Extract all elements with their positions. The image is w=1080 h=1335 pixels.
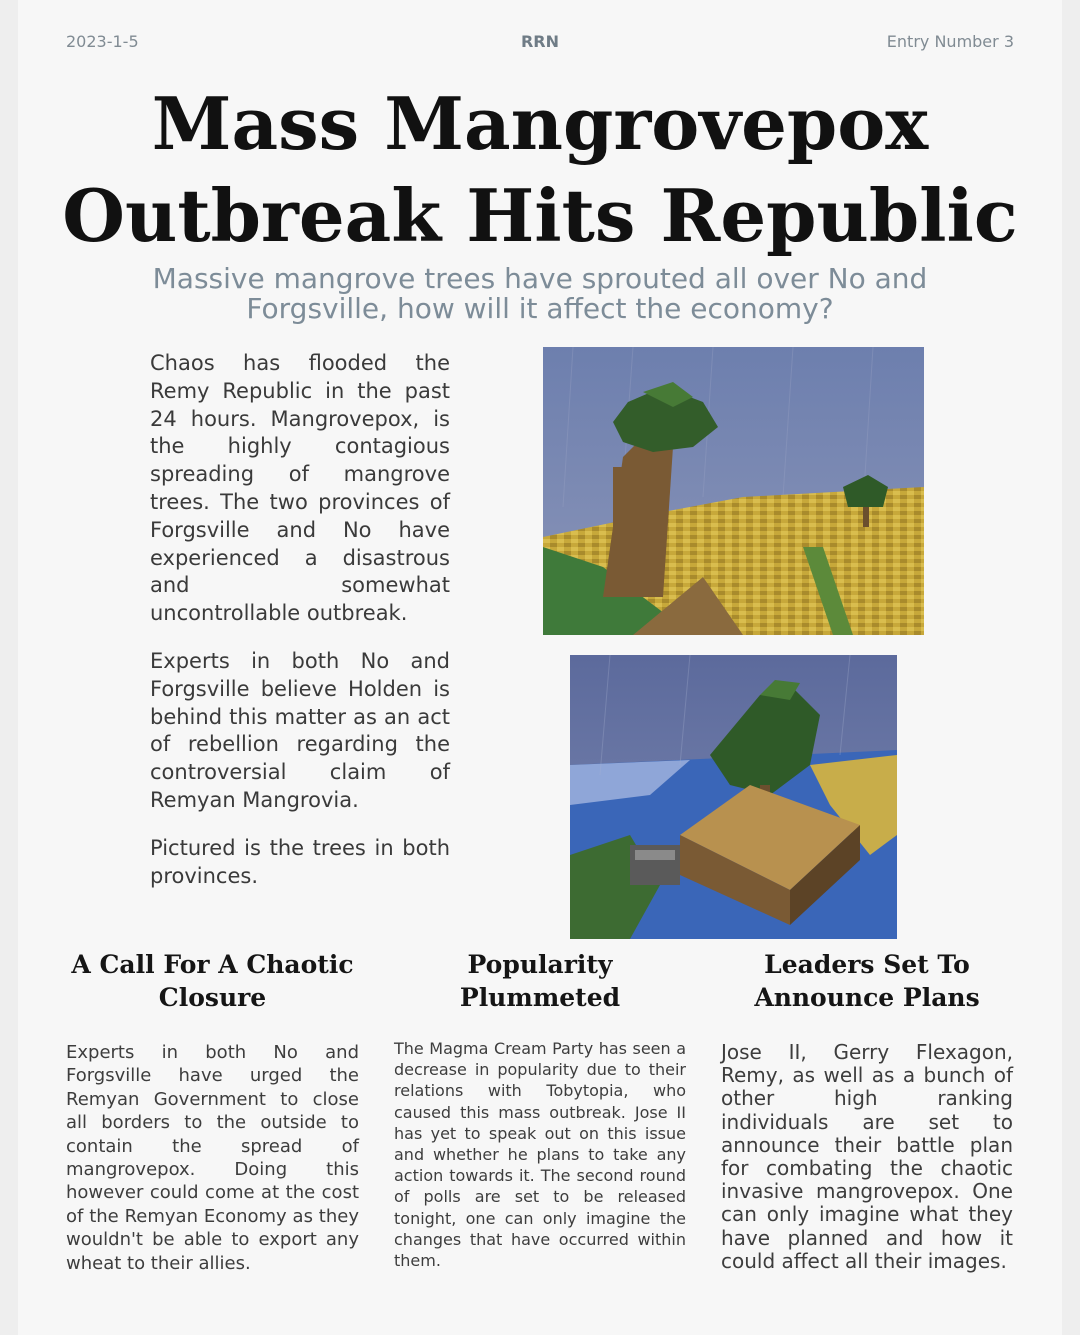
entry-number: Entry Number 3: [886, 32, 1014, 51]
column-body: The Magma Cream Party has seen a decrease in popularity due to their relations with Tobytopia, who caused this mass outbreak. Jose II has yet to speak out on this issue and whether he plans to take any action towards it. The second round of polls are set to be released tonight, one can only imagine the changes that have occurred within them.: [394, 1039, 686, 1271]
house-mangrove-photo: [570, 655, 897, 939]
column-title: Popularity Plummeted: [459, 950, 621, 1012]
headline-line-1: Mass Mangrovepox: [151, 81, 929, 166]
column-title: A Call For A Chaotic Closure: [71, 950, 354, 1012]
column-leaders-announce-plans: [721, 948, 1013, 1273]
lead-paragraph: Pictured is the trees in both provinces.: [150, 835, 450, 888]
issue-date: 2023-1-5: [66, 32, 139, 51]
lead-paragraph: Experts in both No and Forgsville believe Holden is behind this matter as an act of rebellion regarding the controversial claim of Remyan Mangrovia.: [150, 648, 450, 812]
column-body: Experts in both No and Forgsville have urged the Remyan Government to close all borders to the outside to contain the spread of mangrovepox. Doing this however could come at the cost of the Remyan Economy as they wouldn't be able to export any wheat to their allies.: [66, 1042, 359, 1274]
headline: [18, 78, 1062, 262]
subheadline: Massive mangrove trees have sprouted all over No and Forgsville, how will it affect the economy?: [152, 262, 928, 325]
wheat-field-mangrove-photo: [543, 347, 924, 635]
lead-paragraph: Chaos has flooded the Remy Republic in the past 24 hours. Mangrovepox, is the highly contagious spreading of mangrove trees. The two provinces of Forgsville and No have experienced a disastrous and somewhat uncontrollable outbreak.: [150, 351, 450, 626]
column-title: Leaders Set To Announce Plans: [754, 950, 980, 1012]
column-chaotic-closure: [66, 948, 359, 1275]
newspaper-page: [18, 0, 1062, 1335]
column-popularity-plummeted: [394, 948, 686, 1271]
lead-article: [150, 350, 450, 910]
publication-name: RRN: [520, 32, 560, 51]
column-body: Jose II, Gerry Flexagon, Remy, as well as a bunch of other high ranking individuals are set to announce their battle plan for combating the chaotic invasive mangrovepox. One can only imagine what they have planned and how it could affect all their images.: [721, 1040, 1013, 1273]
headline-line-2: Outbreak Hits Republic: [62, 173, 1018, 258]
